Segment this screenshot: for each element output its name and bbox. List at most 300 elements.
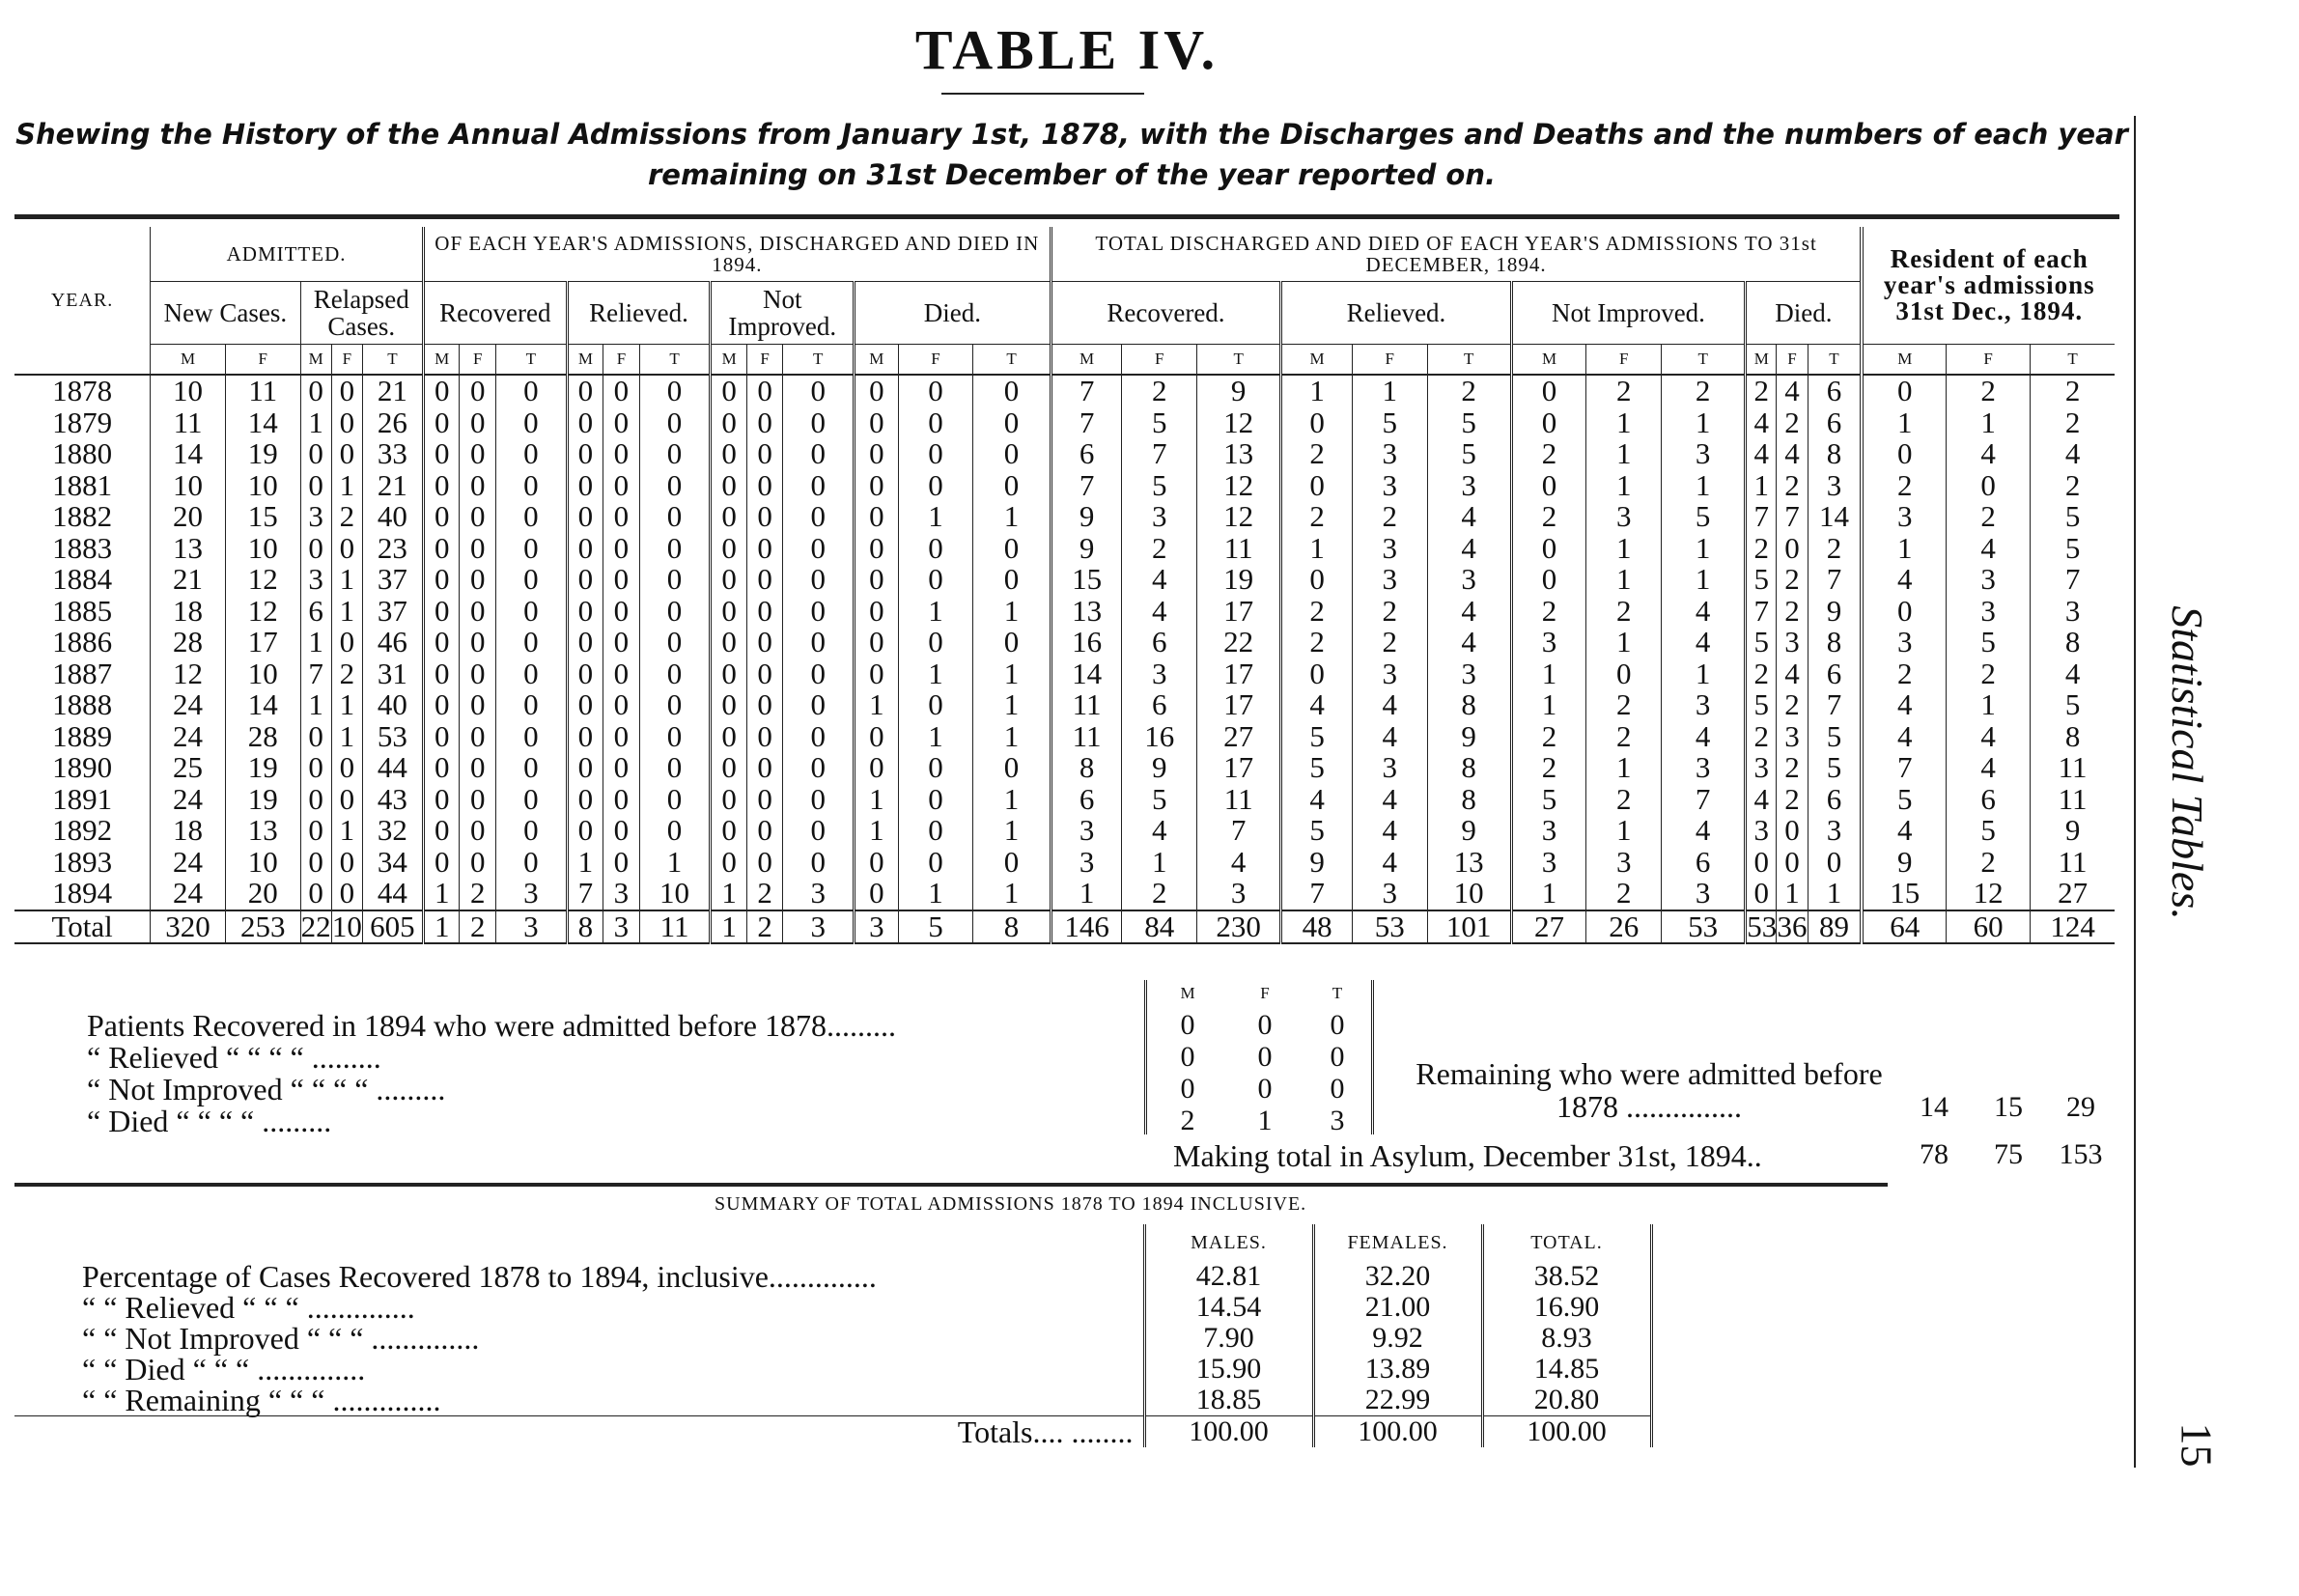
total-discharged-cell: 12 <box>1197 501 1281 533</box>
discharged-1894-cell: 0 <box>567 407 603 439</box>
discharged-1894-cell: 0 <box>639 407 711 439</box>
total-discharged-cell: 1 <box>1662 658 1746 690</box>
mft-header-m: M <box>1511 345 1586 376</box>
total-discharged-cell: 4 <box>1427 501 1511 533</box>
discharged-1894-cell: 0 <box>855 470 899 502</box>
total-discharged-cell: 3 <box>1511 847 1586 879</box>
mft-header-m: M <box>567 345 603 376</box>
discharged-1894-cell: 0 <box>423 533 460 565</box>
discharged-1894-cell: 0 <box>898 627 973 658</box>
mft-header-f: F <box>1947 345 2031 376</box>
discharged-1894-cell: 0 <box>973 470 1051 502</box>
discharged-1894-cell: 0 <box>603 596 640 628</box>
resident-cell: 4 <box>1862 721 1946 753</box>
mft-header-m: M <box>423 345 460 376</box>
total-discharged-cell: 7 <box>1777 501 1808 533</box>
mft-header-t: T <box>1662 345 1746 376</box>
discharged-1894-cell: 0 <box>711 627 747 658</box>
total-discharged-cell: 9 <box>1051 533 1122 565</box>
pre-1878-value: 0 <box>1180 1009 1195 1041</box>
discharged-1894-cell: 0 <box>603 627 640 658</box>
discharged-1894-cell: 0 <box>460 407 496 439</box>
discharged-1894-cell: 0 <box>567 815 603 847</box>
total-discharged-cell: 3 <box>1808 815 1862 847</box>
discharged-1894-cell: 0 <box>855 564 899 596</box>
mft-header-t: T <box>495 345 567 376</box>
discharged-1894-cell: 0 <box>460 815 496 847</box>
discharged-1894-cell: 0 <box>603 784 640 816</box>
resident-cell: 1 <box>1947 689 2031 721</box>
discharged-1894-cell: 1 <box>639 847 711 879</box>
discharged-1894-cell: 0 <box>855 596 899 628</box>
total-discharged-cell: 11 <box>1197 784 1281 816</box>
admitted-cell: 0 <box>331 375 362 407</box>
discharged-1894-cell: 2 <box>460 910 496 944</box>
total-discharged-cell: 2 <box>1777 564 1808 596</box>
summary-table <box>14 1224 1653 1447</box>
resident-cell: 0 <box>1862 596 1946 628</box>
total-discharged-cell: 1 <box>1586 752 1662 784</box>
summary-label: “ “ Not Improved “ “ “ .............. <box>82 1321 480 1356</box>
discharged-1894-cell: 7 <box>567 878 603 910</box>
total-discharged-cell: 2 <box>1281 596 1353 628</box>
total-discharged-cell: 5 <box>1281 752 1353 784</box>
total-discharged-cell: 6 <box>1051 784 1122 816</box>
discharged-1894-cell: 0 <box>460 596 496 628</box>
discharged-1894-cell: 1 <box>973 815 1051 847</box>
total-discharged-cell: 4 <box>1352 721 1427 753</box>
total-discharged-cell: 3 <box>1662 438 1746 470</box>
total-discharged-cell: 5 <box>1122 470 1197 502</box>
pre-1878-row <box>14 1009 1386 1042</box>
total-discharged-cell: 1 <box>1586 470 1662 502</box>
summary-value: 21.00 <box>1313 1292 1482 1323</box>
year-cell: 1879 <box>52 405 113 439</box>
total-discharged-cell: 1 <box>1511 689 1586 721</box>
resident-cell: 11 <box>2031 784 2115 816</box>
total-discharged-cell: 2 <box>1746 721 1777 753</box>
admitted-cell: 22 <box>300 909 331 943</box>
discharged-1894-cell: 0 <box>603 501 640 533</box>
total-discharged-cell: 2 <box>1586 689 1662 721</box>
total-discharged-cell: 9 <box>1122 752 1197 784</box>
total-discharged-cell: 0 <box>1511 375 1586 407</box>
total-discharged-cell: 3 <box>1746 752 1777 784</box>
discharged-1894-cell: 0 <box>711 533 747 565</box>
resident-cell: 3 <box>1947 564 2031 596</box>
total-discharged-cell: 0 <box>1511 407 1586 439</box>
total-discharged-cell: 2 <box>1586 878 1662 910</box>
table-row <box>14 596 2115 628</box>
pre-1878-row <box>14 1073 1386 1106</box>
pre-1878-label: “ Relieved “ “ “ “ ......... <box>87 1040 381 1075</box>
total-discharged-cell: 2 <box>1777 407 1808 439</box>
resident-cell: 2 <box>1947 375 2031 407</box>
resident-cell: 4 <box>1947 533 2031 565</box>
page-title: TABLE IV. <box>914 18 1220 81</box>
total-discharged-cell: 4 <box>1777 375 1808 407</box>
remaining-value: 29 <box>2066 1091 2095 1123</box>
admitted-cell: 320 <box>151 910 226 944</box>
bottom-rule <box>14 1183 1888 1187</box>
discharged-1894-cell: 0 <box>855 438 899 470</box>
total-discharged-cell: 27 <box>1511 910 1586 944</box>
total-discharged-cell: 1 <box>1662 407 1746 439</box>
mft-header-m: M <box>1746 345 1777 376</box>
resident-cell: 4 <box>1862 564 1946 596</box>
total-discharged-cell: 5 <box>1281 815 1353 847</box>
admitted-cell: 1 <box>331 721 362 753</box>
admitted-cell: 15 <box>225 501 300 533</box>
pre-1878-value: 0 <box>1257 1009 1273 1041</box>
summary-females-header: FEMALES. <box>1313 1224 1482 1261</box>
admitted-cell: 14 <box>151 438 226 470</box>
pre-1878-label: Patients Recovered in 1894 who were admitted before 1878......... <box>87 1008 896 1043</box>
total-discharged-cell: 3 <box>1352 878 1427 910</box>
discharged-1894-cell: 0 <box>423 627 460 658</box>
total-discharged-cell: 36 <box>1777 909 1808 943</box>
admitted-cell: 253 <box>225 910 300 944</box>
table-row <box>14 627 2115 658</box>
pre-1878-value: 0 <box>1180 1041 1195 1073</box>
discharged-1894-cell: 3 <box>495 910 567 944</box>
admitted-cell: 1 <box>331 564 362 596</box>
discharged-1894-cell: 0 <box>746 596 783 628</box>
year-cell: 1883 <box>52 530 113 565</box>
discharged-1894-cell: 0 <box>495 815 567 847</box>
total-discharged-cell: 9 <box>1427 721 1511 753</box>
mft-header-m: M <box>151 345 226 376</box>
total-discharged-cell: 0 <box>1281 407 1353 439</box>
discharged-1894-cell: 0 <box>460 375 496 407</box>
total-discharged-cell: 7 <box>1662 784 1746 816</box>
admitted-cell: 24 <box>151 721 226 753</box>
discharged-1894-cell: 0 <box>567 784 603 816</box>
discharged-1894-cell: 1 <box>973 784 1051 816</box>
mft-header-t: T <box>362 345 423 376</box>
discharged-1894-cell: 0 <box>495 501 567 533</box>
admitted-cell: 24 <box>151 689 226 721</box>
admitted-cell: 26 <box>362 407 423 439</box>
total-discharged-cell: 1 <box>1662 564 1746 596</box>
discharged-1894-cell: 0 <box>746 438 783 470</box>
summary-row <box>14 1292 1651 1323</box>
discharged-1894-cell: 0 <box>460 627 496 658</box>
resident-cell: 4 <box>1947 438 2031 470</box>
total-discharged-cell: 0 <box>1586 658 1662 690</box>
total-discharged-cell: 8 <box>1427 752 1511 784</box>
total-discharged-cell: 1 <box>1586 564 1662 596</box>
resident-cell: 11 <box>2031 847 2115 879</box>
discharged-1894-cell: 0 <box>855 658 899 690</box>
total-discharged-cell: 1 <box>1511 878 1586 910</box>
discharged-1894-cell: 0 <box>567 627 603 658</box>
mft-header-m: M <box>1051 345 1122 376</box>
total-discharged-cell: 3 <box>1352 438 1427 470</box>
total-discharged-cell: 1 <box>1662 533 1746 565</box>
pre-1878-mft-m: M <box>1180 984 1195 1002</box>
total-discharged-cell: 7 <box>1808 564 1862 596</box>
summary-totals-value: 100.00 <box>1482 1416 1651 1448</box>
discharged-1894-cell: 0 <box>746 752 783 784</box>
total-discharged-cell: 5 <box>1746 627 1777 658</box>
total-discharged-cell: 4 <box>1281 689 1353 721</box>
admitted-cell: 6 <box>300 596 331 628</box>
discharged-1894-cell: 0 <box>746 407 783 439</box>
discharged-1894-cell: 0 <box>567 658 603 690</box>
discharged-1894-cell: 0 <box>460 752 496 784</box>
summary-totals-row <box>14 1416 1651 1448</box>
summary-males-header: MALES. <box>1144 1224 1313 1261</box>
resident-cell: 0 <box>1947 470 2031 502</box>
discharged-1894-cell: 0 <box>898 847 973 879</box>
discharged-1894-cell: 8 <box>567 910 603 944</box>
discharged-1894-cell: 1 <box>855 815 899 847</box>
total-label: Total <box>14 910 151 944</box>
discharged-1894-cell: 0 <box>639 658 711 690</box>
total-discharged-cell: 4 <box>1777 438 1808 470</box>
mft-header-row <box>14 345 2115 376</box>
admitted-cell: 19 <box>225 438 300 470</box>
pre-1878-rule-left <box>1144 980 1147 1134</box>
year-cell: 1885 <box>52 593 113 628</box>
discharged-1894-cell: 0 <box>711 721 747 753</box>
summary-label-header <box>14 1224 1144 1261</box>
discharged-1894-cell: 0 <box>973 847 1051 879</box>
discharged-1894-cell: 0 <box>898 407 973 439</box>
summary-row <box>14 1323 1651 1354</box>
discharged-1894-cell: 0 <box>973 438 1051 470</box>
total-discharged-cell: 3 <box>1122 501 1197 533</box>
discharged-1894-cell: 0 <box>746 375 783 407</box>
admitted-cell: 11 <box>225 375 300 407</box>
total-discharged-cell: 2 <box>1352 596 1427 628</box>
total-discharged-cell: 13 <box>1427 847 1511 879</box>
resident-cell: 4 <box>1947 721 2031 753</box>
discharged-1894-cell: 0 <box>495 533 567 565</box>
discharged-1894-cell: 0 <box>783 564 855 596</box>
total-discharged-cell: 4 <box>1352 847 1427 879</box>
admitted-cell: 0 <box>300 470 331 502</box>
died-1894-header: Died. <box>855 282 1051 345</box>
total-discharged-cell: 6 <box>1808 658 1862 690</box>
discharged-1894-cell: 0 <box>783 470 855 502</box>
summary-value: 18.85 <box>1144 1385 1313 1416</box>
discharged-1894-cell: 0 <box>783 689 855 721</box>
total-discharged-cell: 3 <box>1511 815 1586 847</box>
year-cell: 1889 <box>52 718 113 753</box>
discharged-1894-cell: 0 <box>746 533 783 565</box>
total-discharged-cell: 3 <box>1586 847 1662 879</box>
total-discharged-cell: 2 <box>1746 533 1777 565</box>
year-cell: 1882 <box>52 499 113 534</box>
total-discharged-cell: 4 <box>1122 564 1197 596</box>
summary-totals-value: 100.00 <box>1313 1416 1482 1448</box>
making-total-value: 153 <box>2059 1138 2103 1170</box>
table-row <box>14 878 2115 910</box>
discharged-1894-cell: 0 <box>567 375 603 407</box>
year-cell: 1890 <box>52 750 113 785</box>
total-discharged-cell: 0 <box>1511 533 1586 565</box>
discharged-1894-cell: 0 <box>460 501 496 533</box>
admitted-cell: 14 <box>225 689 300 721</box>
total-discharged-cell: 4 <box>1122 596 1197 628</box>
total-discharged-cell: 0 <box>1746 878 1777 910</box>
admitted-cell: 0 <box>300 375 331 407</box>
total-discharged-cell: 6 <box>1808 375 1862 407</box>
discharged-1894-cell: 0 <box>423 815 460 847</box>
discharged-1894-cell: 2 <box>746 910 783 944</box>
discharged-1894-cell: 1 <box>711 878 747 910</box>
year-cell: 1884 <box>52 562 113 597</box>
making-total-value: 78 <box>1920 1138 1949 1170</box>
total-discharged-cell: 14 <box>1808 501 1862 533</box>
discharged-1894-cell: 0 <box>711 815 747 847</box>
total-discharged-cell: 1 <box>1511 658 1586 690</box>
total-discharged-cell: 4 <box>1662 627 1746 658</box>
summary-value: 16.90 <box>1482 1292 1651 1323</box>
discharged-1894-cell: 0 <box>495 847 567 879</box>
discharged-1894-cell: 0 <box>783 596 855 628</box>
discharged-1894-cell: 0 <box>898 815 973 847</box>
mft-header-m: M <box>711 345 747 376</box>
subtitle <box>10 114 2134 195</box>
table-row <box>14 470 2115 502</box>
discharged-1894-cell: 0 <box>639 533 711 565</box>
year-cell: 1891 <box>52 781 113 816</box>
summary-title: SUMMARY OF TOTAL ADMISSIONS 1878 TO 1894 INCLUSIVE. <box>715 1193 1307 1215</box>
discharged-1894-cell: 0 <box>423 375 460 407</box>
resident-cell: 2 <box>1947 501 2031 533</box>
discharged-1894-cell: 0 <box>423 752 460 784</box>
discharged-1894-cell: 0 <box>711 847 747 879</box>
total-discharged-cell: 9 <box>1808 596 1862 628</box>
summary-value: 38.52 <box>1482 1261 1651 1292</box>
mft-header-t: T <box>1197 345 1281 376</box>
total-discharged-cell: 3 <box>1427 470 1511 502</box>
admitted-cell: 37 <box>362 596 423 628</box>
discharged-1894-cell: 0 <box>898 438 973 470</box>
discharged-1894-cell: 0 <box>711 407 747 439</box>
resident-cell: 2 <box>1862 470 1946 502</box>
discharged-1894-cell: 0 <box>423 438 460 470</box>
year-cell: 1894 <box>52 876 113 910</box>
total-discharged-cell: 12 <box>1197 407 1281 439</box>
discharged-1894-cell: 0 <box>783 375 855 407</box>
discharged-1894-cell: 0 <box>639 721 711 753</box>
discharged-1894-cell: 0 <box>783 847 855 879</box>
table-row <box>14 438 2115 470</box>
total-discharged-cell: 16 <box>1051 627 1122 658</box>
total-discharged-cell: 2 <box>1122 375 1197 407</box>
total-discharged-cell: 19 <box>1197 564 1281 596</box>
pre-1878-rule-right <box>1371 980 1374 1134</box>
total-discharged-cell: 1 <box>1586 627 1662 658</box>
admitted-cell: 19 <box>225 784 300 816</box>
discharged-1894-cell: 0 <box>423 658 460 690</box>
total-discharged-cell: 2 <box>1586 596 1662 628</box>
resident-cell: 12 <box>1947 878 2031 910</box>
discharged-1894-cell: 1 <box>423 910 460 944</box>
discharged-1894-cell: 0 <box>898 533 973 565</box>
resident-cell: 8 <box>2031 627 2115 658</box>
discharged-1894-cell: 3 <box>783 910 855 944</box>
discharged-1894-cell: 0 <box>495 596 567 628</box>
resident-cell: 15 <box>1862 878 1946 910</box>
discharged-1894-cell: 0 <box>495 564 567 596</box>
discharged-1894-cell: 0 <box>783 784 855 816</box>
discharged-1894-cell: 0 <box>495 721 567 753</box>
discharged-1894-cell: 0 <box>711 564 747 596</box>
table-row <box>14 375 2115 407</box>
total-discharged-cell: 2 <box>1511 752 1586 784</box>
discharged-1894-cell: 0 <box>567 533 603 565</box>
admitted-cell: 28 <box>151 627 226 658</box>
not-improved-1894-header: Not Improved. <box>711 282 855 345</box>
admitted-cell: 0 <box>300 847 331 879</box>
discharged-1894-cell: 0 <box>460 689 496 721</box>
admitted-cell: 21 <box>151 564 226 596</box>
mft-header-f: F <box>225 345 300 376</box>
discharged-1894-cell: 0 <box>746 501 783 533</box>
discharged-1894-cell: 0 <box>639 438 711 470</box>
admitted-cell: 21 <box>362 375 423 407</box>
summary-label: Percentage of Cases Recovered 1878 to 1894, inclusive.............. <box>82 1259 877 1294</box>
mft-header-m: M <box>300 345 331 376</box>
discharged-1894-cell: 0 <box>603 407 640 439</box>
pre-1878-value: 3 <box>1330 1105 1345 1136</box>
admitted-cell: 2 <box>331 658 362 690</box>
total-discharged-cell: 53 <box>1747 909 1778 943</box>
admitted-cell: 0 <box>300 815 331 847</box>
total-discharged-cell: 3 <box>1352 658 1427 690</box>
table-row <box>14 847 2115 879</box>
discharged-1894-cell: 0 <box>898 470 973 502</box>
admitted-cell: 23 <box>362 533 423 565</box>
admitted-cell: 28 <box>225 721 300 753</box>
summary-value: 7.90 <box>1144 1323 1313 1354</box>
discharged-1894-cell: 0 <box>567 689 603 721</box>
discharged-1894-cell: 0 <box>495 689 567 721</box>
discharged-1894-cell: 1 <box>855 689 899 721</box>
discharged-1894-cell: 0 <box>423 470 460 502</box>
total-discharged-cell: 5 <box>1352 407 1427 439</box>
total-discharged-cell: 84 <box>1122 910 1197 944</box>
total-discharged-cell: 7 <box>1808 689 1862 721</box>
mft-header-f: F <box>603 345 640 376</box>
resident-cell: 1 <box>1947 407 2031 439</box>
resident-cell: 5 <box>2031 501 2115 533</box>
total-discharged-cell: 5 <box>1281 721 1353 753</box>
total-discharged-cell: 8 <box>1051 752 1122 784</box>
main-table <box>14 227 2115 944</box>
discharged-1894-cell: 1 <box>898 721 973 753</box>
admitted-cell: 1 <box>331 815 362 847</box>
total-discharged-cell: 1 <box>1746 470 1777 502</box>
admitted-cell: 10 <box>331 909 362 943</box>
admitted-cell: 0 <box>331 847 362 879</box>
total-discharged-cell: 101 <box>1427 910 1511 944</box>
discharged-1894-cell: 5 <box>898 910 973 944</box>
admitted-cell: 40 <box>362 689 423 721</box>
resident-cell: 3 <box>1862 627 1946 658</box>
discharged-1894-cell: 3 <box>603 910 640 944</box>
mft-header-f: F <box>1352 345 1427 376</box>
admitted-cell: 17 <box>225 627 300 658</box>
discharged-1894-cell: 11 <box>639 910 711 944</box>
total-discharged-cell: 146 <box>1051 910 1122 944</box>
total-discharged-cell: 2 <box>1586 375 1662 407</box>
